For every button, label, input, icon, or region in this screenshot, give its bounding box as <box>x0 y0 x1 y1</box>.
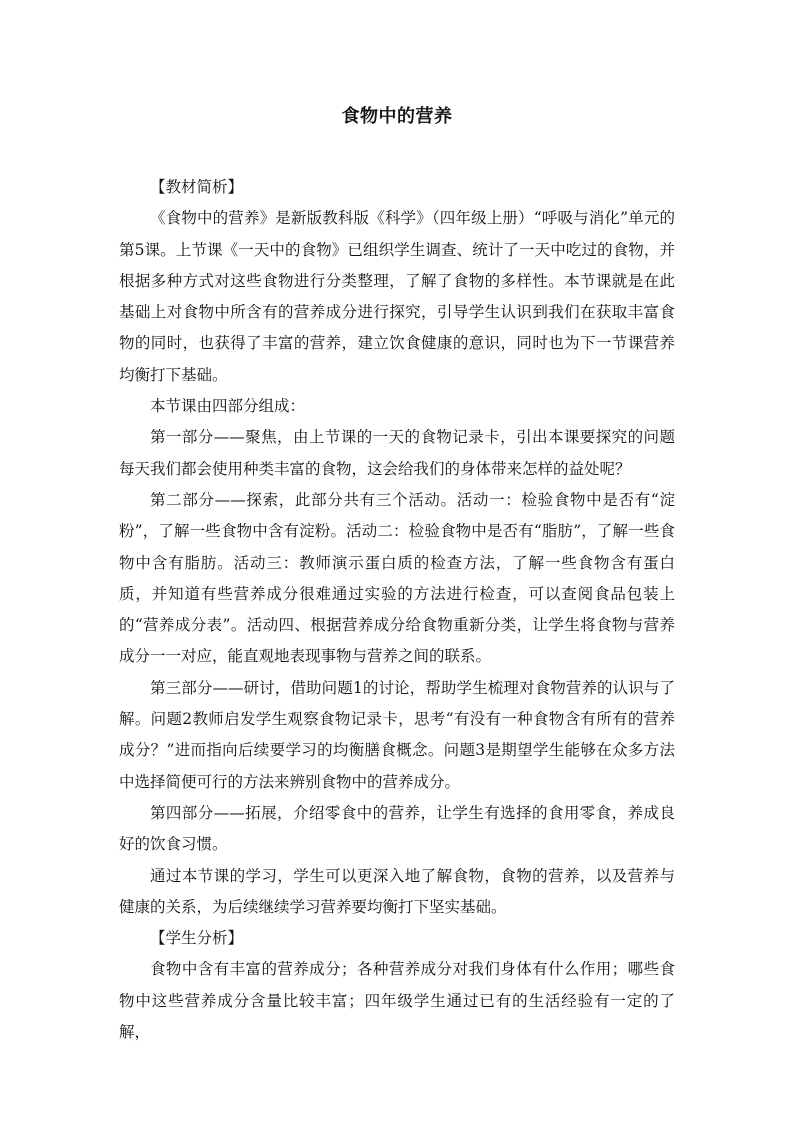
document-body <box>119 172 675 1048</box>
paragraph-lesson-structure: 本节课由四部分组成： <box>150 397 306 416</box>
paragraph-textbook-analysis: 《食物中的营养》是新版教科版《科学》（四年级上册）“呼吸与消化”单元的第5课。上节课《一天中的食物》已组织学生调查、统计了一天中吃过的食物，并根据多种方式对这些食物进行分类整理，了解了食物的多样性。本节课就是在此基础上对食物中所含有的营养成分进行探究，引导学生认识到我们在获取丰富食物的同时，也获得了丰富的营养，建立饮食健康的意识，同时也为下一节课营养均衡打下基础。 <box>119 209 675 384</box>
paragraph-part-two: 第二部分——探索，此部分共有三个活动。活动一：检验食物中是否有“淀粉”，了解一些食物中含有淀粉。活动二：检验食物中是否有“脂肪”，了解一些食物中含有脂肪。活动三：教师演示蛋白质的检查方法，了解一些食物含有蛋白质，并知道有些营养成分很难通过实验的方法进行检查，可以查阅食品包装上的“营养成分表”。活动四、根据营养成分给食物重新分类，让学生将食物与营养成分一一对应，能直观地表现事物与营养之间的联系。 <box>119 490 675 666</box>
paragraph-part-one: 第一部分——聚焦，由上节课的一天的食物记录卡，引出本课要探究的问题每天我们都会使用种类丰富的食物，这会给我们的身体带来怎样的益处呢？ <box>119 428 675 478</box>
section-heading-textbook-analysis: 【教材简析】 <box>150 178 244 196</box>
paragraph-summary: 通过本节课的学习，学生可以更深入地了解食物，食物的营养，以及营养与健康的关系，为后续继续学习营养要均衡打下坚实基础。 <box>119 866 675 916</box>
paragraph-part-four: 第四部分——拓展，介绍零食中的营养，让学生有选择的食用零食，养成良好的饮食习惯。 <box>119 803 675 854</box>
section-heading-student-analysis: 【学生分析】 <box>150 929 244 948</box>
paragraph-part-three: 第三部分——研讨，借助问题1的讨论，帮助学生梳理对食物营养的认识与了解。问题2教师启发学生观察食物记录卡，思考“有没有一种食物含有所有的营养成分？”进而指向后续要学习的均衡膳食概念。问题3是期望学生能够在众多方法中选择简便可行的方法来辨别食物中的营养成分。 <box>119 678 675 791</box>
document-title: 食物中的营养 <box>341 106 453 127</box>
paragraph-student-analysis: 食物中含有丰富的营养成分；各种营养成分对我们身体有什么作用；哪些食物中这些营养成分含量比较丰富；四年级学生通过已有的生活经验有一定的了解， <box>119 960 675 1042</box>
